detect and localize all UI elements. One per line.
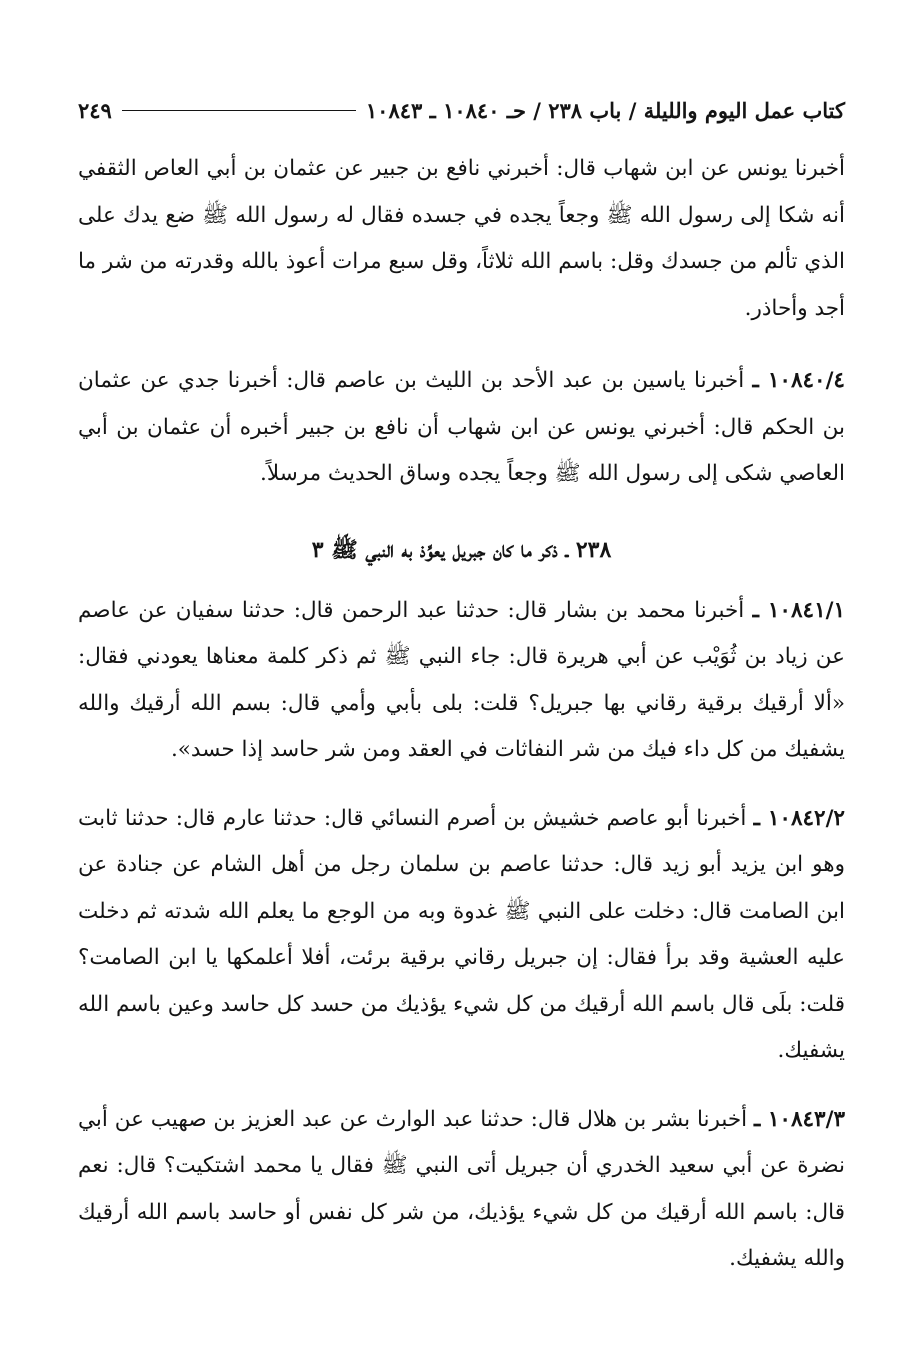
paragraph-text: أخبرنا محمد بن بشار قال: حدثنا عبد الرحمن قال: حدثنا سفيان عن عاصم عن زياد بن ثُوَيْب عن أبي هريرة قال: جاء النبي ﷺ ثم ذكر كلمة معناها يعودني فقال: «ألا أرقيك برقية رقاني بها جبريل؟ قلت: بلى بأبي وأمي قال: بسم الله أرقيك والله يشفيك من كل داء فيك من شر النفاثات في العقد ومن شر حاسد إذا حسد». [78, 597, 845, 762]
hadith-10843 [78, 1097, 845, 1283]
paragraph-text: أخبرنا أبو عاصم خشيش بن أصرم النسائي قال: حدثنا عارم قال: حدثنا ثابت وهو ابن يزيد أبو زيد قال: حدثنا عاصم بن سلمان رجل من أهل الشام عن جنادة عن ابن الصامت قال: دخلت على النبي ﷺ غدوة وبه من الوجع ما يعلم الله شدته ثم دخلت عليه العشية وقد برأ فقال: إن جبريل رقاني برقية برئت، أفلا أعلمكها يا ابن الصامت؟ قلت: بلَى قال باسم الله أرقيك من كل شيء يؤذيك من حسد كل حاسد وعين باسم الله يشفيك. [78, 805, 845, 1063]
hadith-number: ١٠٨٤١/١ ـ [752, 597, 846, 623]
header-rule [122, 110, 356, 111]
page-body [78, 146, 845, 1283]
paragraph-spacer [78, 1075, 845, 1097]
paragraph-text: أخبرنا ياسين بن عبد الأحد بن الليث بن عاصم قال: أخبرنا جدي عن عثمان بن الحكم قال: أخبرني يونس عن ابن شهاب أن نافع بن جبير أخبره أن عثمان بن أبي العاصي شكى إلى رسول الله ﷺ وجعاً يجده وساق الحديث مرسلاً. [78, 368, 845, 486]
hadith-number: ١٠٨٤٢/٢ ـ [753, 805, 845, 831]
hadith-10841 [78, 588, 845, 774]
hadith-10840 [78, 358, 845, 498]
hadith-10842 [78, 796, 845, 1075]
hadith-number: ١٠٨٤٣/٣ ـ [754, 1106, 845, 1132]
header-title: كتاب عمل اليوم والليلة / باب ٢٣٨ / حـ ١٠٨٤٠ ـ ١٠٨٤٣ [365, 97, 845, 123]
paragraph-continuation [78, 146, 845, 332]
paragraph-spacer [78, 774, 845, 796]
chapter-heading: ٢٣٨ ـ ذكر ما كان جبريل يعوِّذ به النبي ﷺ ٣ [311, 536, 612, 563]
running-header [78, 90, 845, 130]
paragraph-spacer [78, 332, 845, 358]
paragraph-text: أخبرنا يونس عن ابن شهاب قال: أخبرني نافع بن جبير عن عثمان بن أبي العاص الثقفي أنه شكا إلى رسول الله ﷺ وجعاً يجده في جسده فقال له رسول الله ﷺ ضع يدك على الذي تألم من جسدك وقل: باسم الله ثلاثاً، وقل سبع مرات أعوذ بالله وقدرته من شر ما أجد وأحاذر. [78, 156, 845, 321]
page-number: ٢٤٩ [78, 97, 112, 123]
paragraph-text: أخبرنا بشر بن هلال قال: حدثنا عبد الوارث عن عبد العزيز بن صهيب عن أبي نضرة عن أبي سعيد الخدري أن جبريل أتى النبي ﷺ فقال يا محمد اشتكيت؟ قال: نعم قال: باسم الله أرقيك من كل شيء يؤذيك، من شر كل نفس أو حاسد باسم الله أرقيك والله يشفيك. [78, 1106, 845, 1271]
hadith-number: ١٠٨٤٠/٤ ـ [752, 368, 845, 393]
